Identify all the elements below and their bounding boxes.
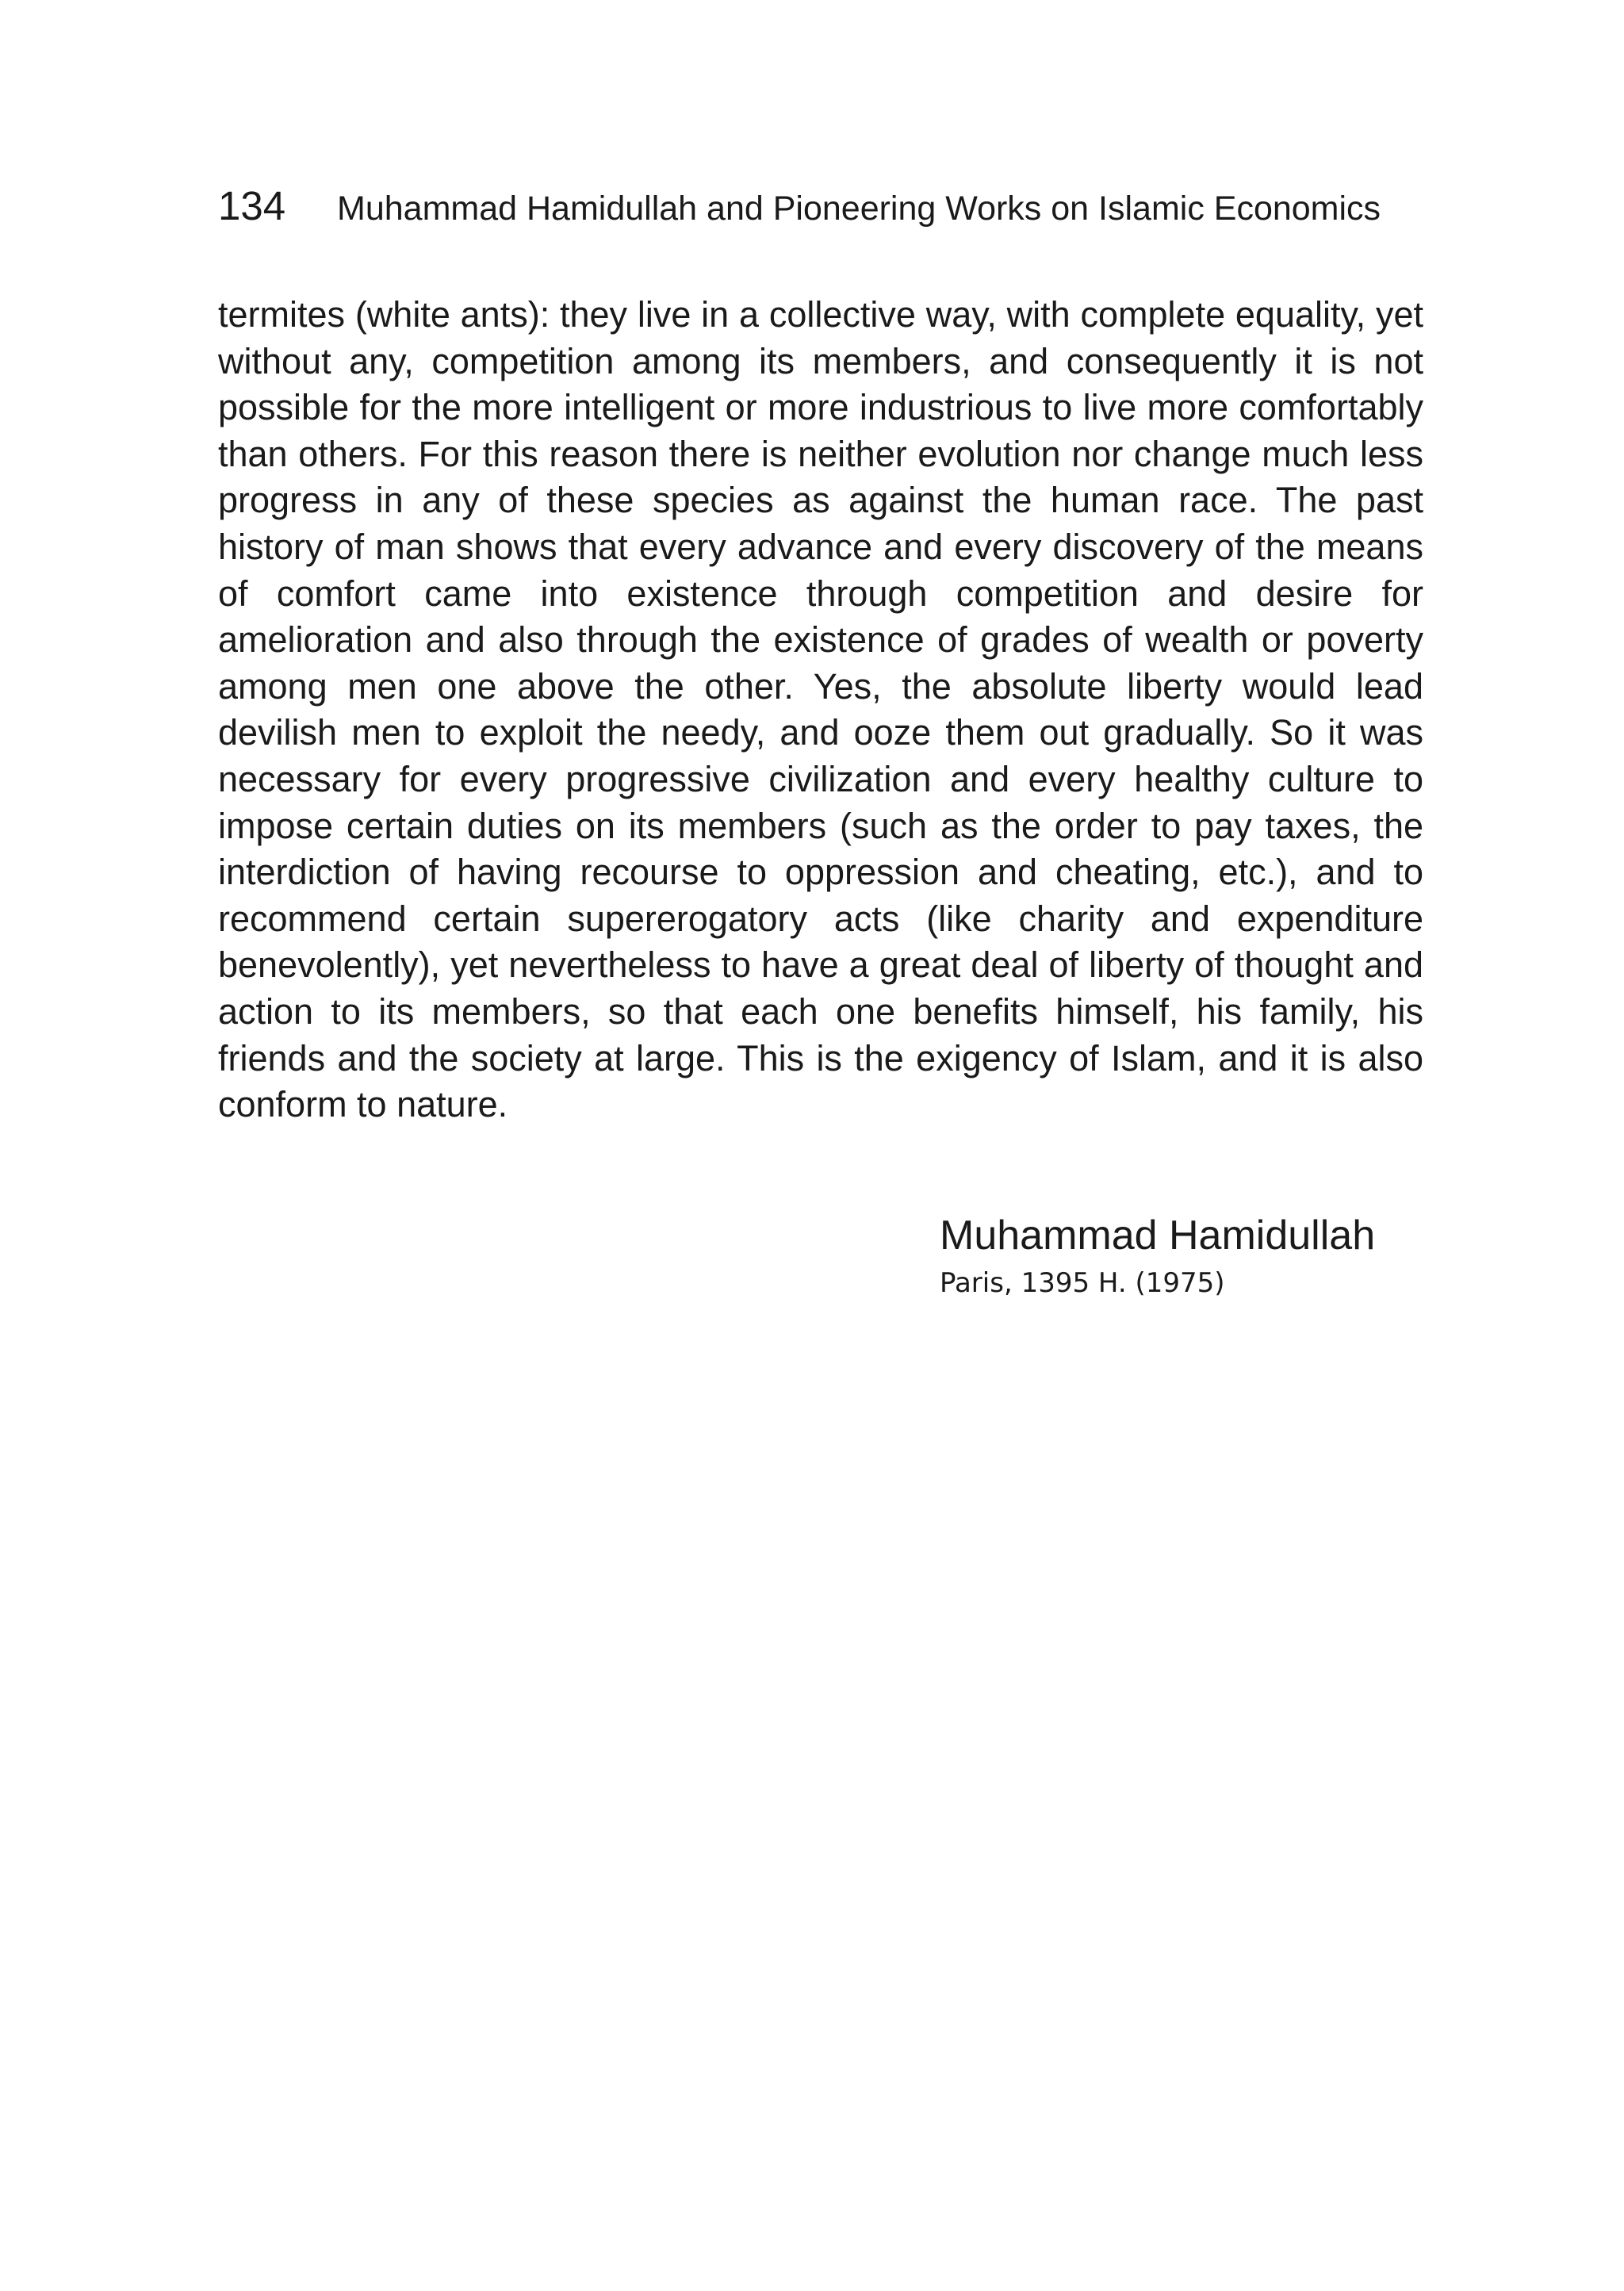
author-place-date: Paris, 1395 H. (1975) — [940, 1267, 1225, 1299]
running-header — [218, 182, 1423, 238]
page-number: 134 — [218, 183, 286, 228]
signature-block — [940, 1209, 1415, 1301]
author-name: Muhammad Hamidullah — [940, 1213, 1376, 1259]
body-paragraph: termites (white ants): they live in a collective way, with complete equality, yet without any, competition among its members, and consequently it is not possible for the more intelligent or more industrious to live more comfortably than others. For this reason there is neither evolution nor change much less progress in any of these species as against the human race. The past history of man shows that every advance and every discovery of the means of comfort came into existence through competition and desire for amelioration and also through the existence of grades of wealth or poverty among men one above the other. Yes, the absolute liberty would lead devilish men to exploit the needy, and ooze them out gradually. So it was necessary for every progressive civilization and every healthy culture to impose certain duties on its members (such as the order to pay taxes, the interdiction of having recourse to oppression and cheating, etc.), and to recommend certain supererogatory acts (like charity and expenditure benevolently), yet nevertheless to have a great deal of liberty of thought and action to its members, so that each one benefits himself, his family, his friends and the society at large. This is the exigency of Islam, and it is also conform to nature. — [218, 294, 1423, 1125]
book-title: Muhammad Hamidullah and Pioneering Works on Islamic Economics — [337, 190, 1381, 228]
